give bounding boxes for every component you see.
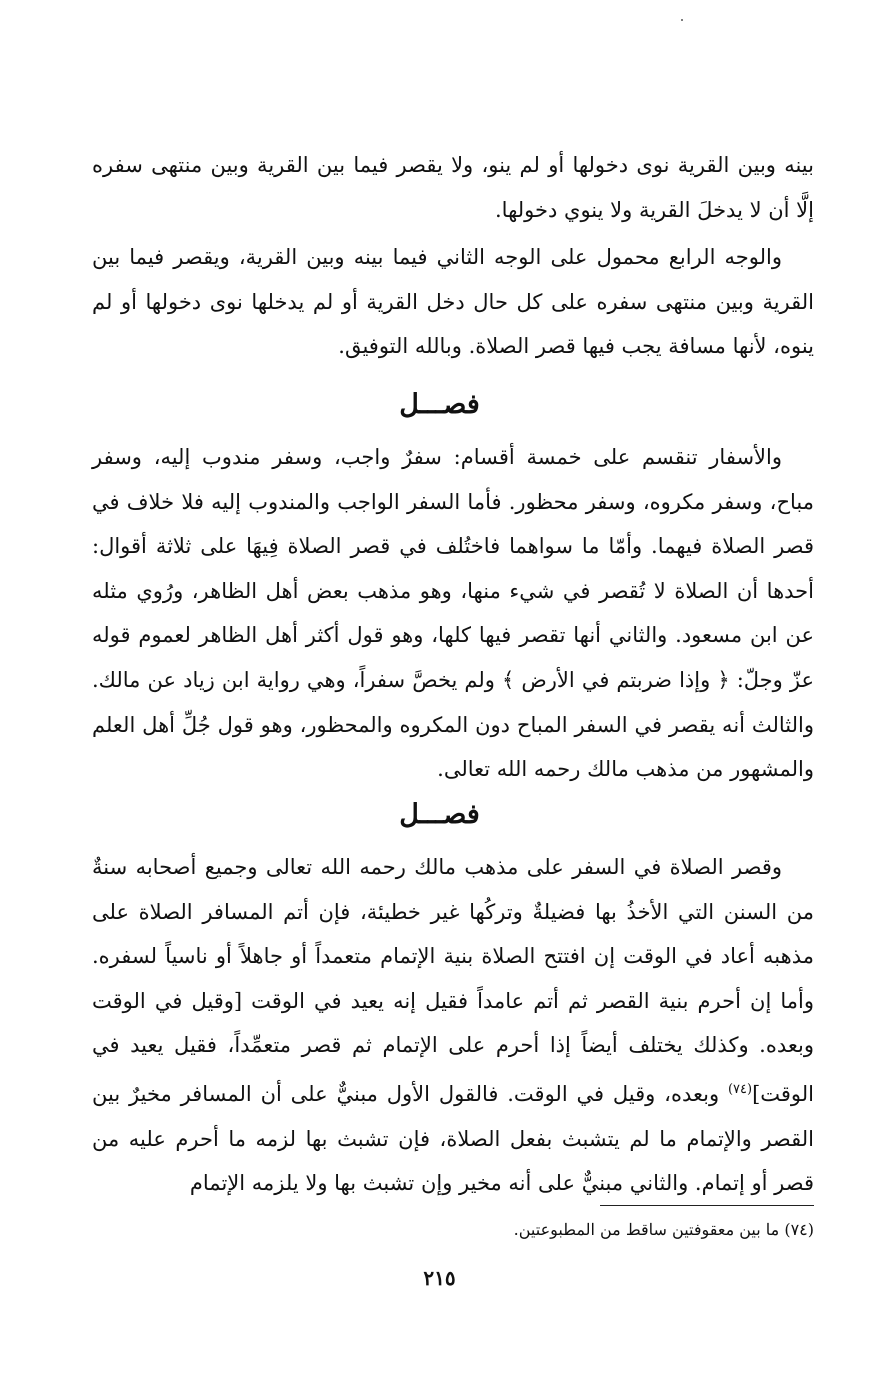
paragraph-shortening-prayer: [92, 845, 814, 1206]
paragraph-text: [92, 845, 814, 1206]
page-number: ٢١٥: [423, 1266, 456, 1290]
paragraph-text: والوجه الرابع محمول على الوجه الثاني فيما بينه وبين القرية، ويقصر فيما بين القرية وبين منتهى سفره على كل حال دخل القرية أو لم يدخلها نوى دخولها أو لم ينوه، لأنها مسافة يجب فيها قصر الصلاة. وبالله التوفيق.: [92, 245, 814, 359]
paragraph-text: والأسفار تنقسم على خمسة أقسام: سفرٌ واجب، وسفر مندوب إليه، وسفر مباح، وسفر مكروه، وسفر محظور. فأما السفر الواجب والمندوب إليه فلا خلاف في قصر الصلاة فيهما. وأمّا ما سواهما فاختُلف في قصر الصلاة فِيهَا على ثلاثة أقوال: أحدها أن الصلاة لا تُقصر في شيء منها، وهو مذهب بعض أهل الظاهر، ورُوي مثله عن ابن مسعود. والثاني أنها تقصر فيها كلها، وهو قول أكثر أهل الظاهر لعموم قوله عزّ وجلّ: ﴿ وإذا ضربتم في الأرض ﴾ ولم يخصَّ سفراً، وهي رواية ابن زياد عن مالك. والثالث أنه يقصر في السفر المباح دون المكروه والمحظور، وهو قول جُلِّ أهل العلم والمشهور من مذهب مالك رحمه الله تعالى.: [92, 445, 814, 782]
footnote-divider: [600, 1205, 814, 1206]
scan-speck: [681, 19, 683, 21]
section-heading: فصـــل: [399, 799, 480, 830]
paragraph-continuation: [92, 143, 814, 232]
footnote: (٧٤) ما بين معقوفتين ساقط من المطبوعتين.: [513, 1220, 814, 1239]
paragraph-text-part: وبعده، وقيل في الوقت. فالقول الأول مبنيٌّ على أن المسافر مخيرٌ بين القصر والإتمام ما لم يتشبث بفعل الصلاة، فإن تشبث بها لزمه ما أحرم عليه من قصر أو إتمام. والثاني مبنيٌّ على أنه مخير وإن تشبث بها ولا يلزمه الإتمام: [92, 1081, 814, 1196]
section-heading: فصـــل: [399, 389, 480, 420]
paragraph-travel-types: [92, 435, 814, 792]
paragraph-text-part: وقصر الصلاة في السفر على مذهب مالك رحمه الله تعالى وجميع أصحابه سنةٌ من السنن التي الأخذُ بها فضيلةٌ وتركُها غير خطيئة، فإن أتم المسافر الصلاة على مذهبه أعاد في الوقت إن افتتح الصلاة بنية الإتمام متعمداً أو جاهلاً أو ناسياً لسفره. وأما إن أحرم بنية القصر ثم أتم عامداً فقيل إنه يعيد في الوقت [وقيل في الوقت وبعده. وكذلك يختلف أيضاً إذا أحرم على الإتمام ثم قصر متعمِّداً، فقيل يعيد في الوقت]: [92, 855, 814, 1106]
footnote-reference: (٧٤): [727, 1081, 753, 1097]
paragraph-fourth-aspect: [92, 235, 814, 369]
paragraph-text: بينه وبين القرية نوى دخولها أو لم ينو، ولا يقصر فيما بين القرية وبين منتهى سفره إلَّا أن لا يدخلَ القرية ولا ينوي دخولها.: [92, 153, 814, 222]
